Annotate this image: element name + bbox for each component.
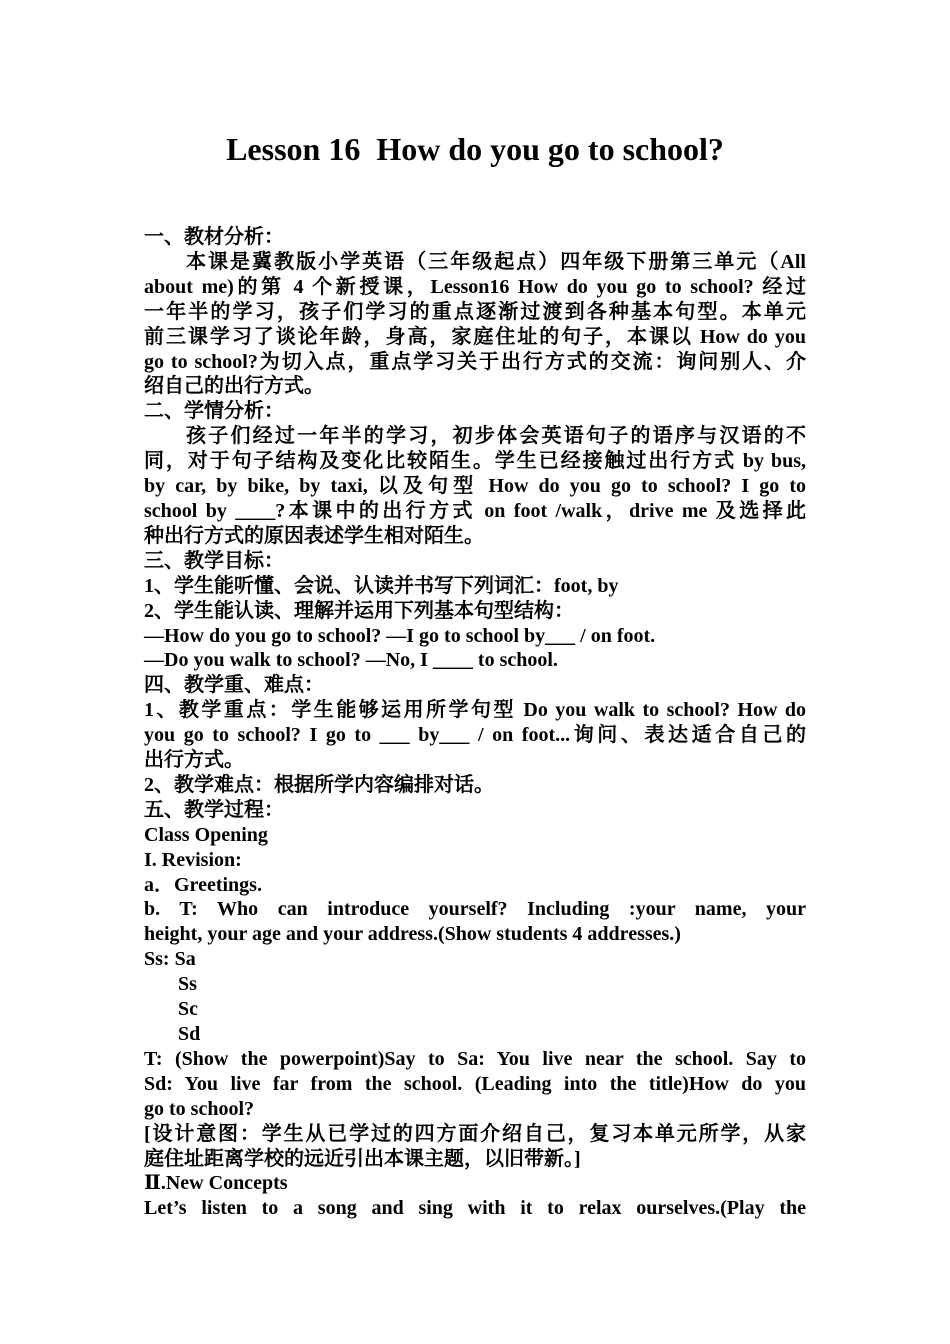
teacher-line: go to school? <box>144 1097 254 1120</box>
teacher-line: T: (Show the powerpoint)Say to Sa: You live near the school. Say to <box>144 1047 806 1070</box>
new-concepts-heading: Ⅱ.New Concepts <box>144 1172 288 1195</box>
class-opening-heading: Class Opening <box>144 823 268 846</box>
section-heading-teaching-process: 五、教学过程： <box>144 798 284 821</box>
document-body <box>144 225 806 1221</box>
paragraph-line: 一年半的学习，孩子们学习的重点逐渐过渡到各种基本句型。本单元 <box>144 300 806 323</box>
design-intent-line: [设计意图：学生从已学过的四方面介绍自己，复习本单元所学，从家 <box>144 1122 806 1145</box>
goal-line: —How do you go to school? —I go to school by___ / on foot. <box>144 624 656 647</box>
student-line: Ss: Sa <box>144 948 196 971</box>
paragraph-line: by car, by bike, by taxi, 以及句型 How do you go to school? I go to <box>144 475 806 498</box>
paragraph-line: 同，对于句子结构及变化比较陌生。学生已经接触过出行方式 by bus, <box>144 450 806 473</box>
paragraph-line: about me)的第 4 个新授课，Lesson16 How do you go to school? 经过 <box>144 275 806 298</box>
paragraph-line: b. T: Who can introduce yourself? Including :your name, your <box>144 898 806 921</box>
section-heading-key-points: 四、教学重、难点： <box>144 674 324 697</box>
paragraph-line: school by ____?本课中的出行方式 on foot /walk，drive me 及选择此 <box>144 499 806 522</box>
paragraph-line: go to school?为切入点，重点学习关于出行方式的交流：询问别人、介 <box>144 350 806 373</box>
goal-line: —Do you walk to school? —No, I ____ to school. <box>144 649 558 672</box>
key-point-line: 出行方式。 <box>144 749 244 772</box>
student-line: Sc <box>178 998 198 1021</box>
paragraph-line: 本课是冀教版小学英语（三年级起点）四年级下册第三单元（All <box>186 250 806 273</box>
goal-line: 1、学生能听懂、会说、认读并书写下列词汇：foot, by <box>144 574 619 597</box>
student-line: Ss <box>178 973 197 996</box>
key-point-line: you go to school? I go to ___ by___ / on foot...询问、表达适合自己的 <box>144 724 806 747</box>
revision-heading: I. Revision: <box>144 848 242 871</box>
key-point-line: 1、教学重点：学生能够运用所学句型 Do you walk to school? How do <box>144 699 806 722</box>
key-point-line: 2、教学难点：根据所学内容编排对话。 <box>144 773 494 796</box>
design-intent-line: 庭住址距离学校的远近引出本课主题，以旧带新。] <box>144 1147 581 1170</box>
greetings-line: a．Greetings. <box>144 873 262 896</box>
paragraph-line: height, your age and your address.(Show students 4 addresses.) <box>144 923 681 946</box>
section-heading-student-analysis: 二、学情分析： <box>144 400 284 423</box>
section-heading-textbook-analysis: 一、教材分析： <box>144 226 284 248</box>
paragraph-line: 孩子们经过一年半的学习，初步体会英语句子的语序与汉语的不 <box>186 425 806 448</box>
paragraph-line: 种出行方式的原因表述学生相对陌生。 <box>144 524 484 547</box>
paragraph-line: 前三课学习了谈论年龄，身高，家庭住址的句子，本课以 How do you <box>144 325 806 348</box>
paragraph-line: 绍自己的出行方式。 <box>144 375 324 398</box>
paragraph-line: Let’s listen to a song and sing with it to relax ourselves.(Play the <box>144 1197 806 1220</box>
page-title: Lesson 16 How do you go to school? <box>226 131 724 167</box>
section-heading-teaching-goals: 三、教学目标： <box>144 549 284 572</box>
teacher-line: Sd: You live far from the school. (Leading into the title)How do you <box>144 1072 806 1095</box>
goal-line: 2、学生能认读、理解并运用下列基本句型结构： <box>144 599 574 622</box>
student-line: Sd <box>178 1023 201 1045</box>
